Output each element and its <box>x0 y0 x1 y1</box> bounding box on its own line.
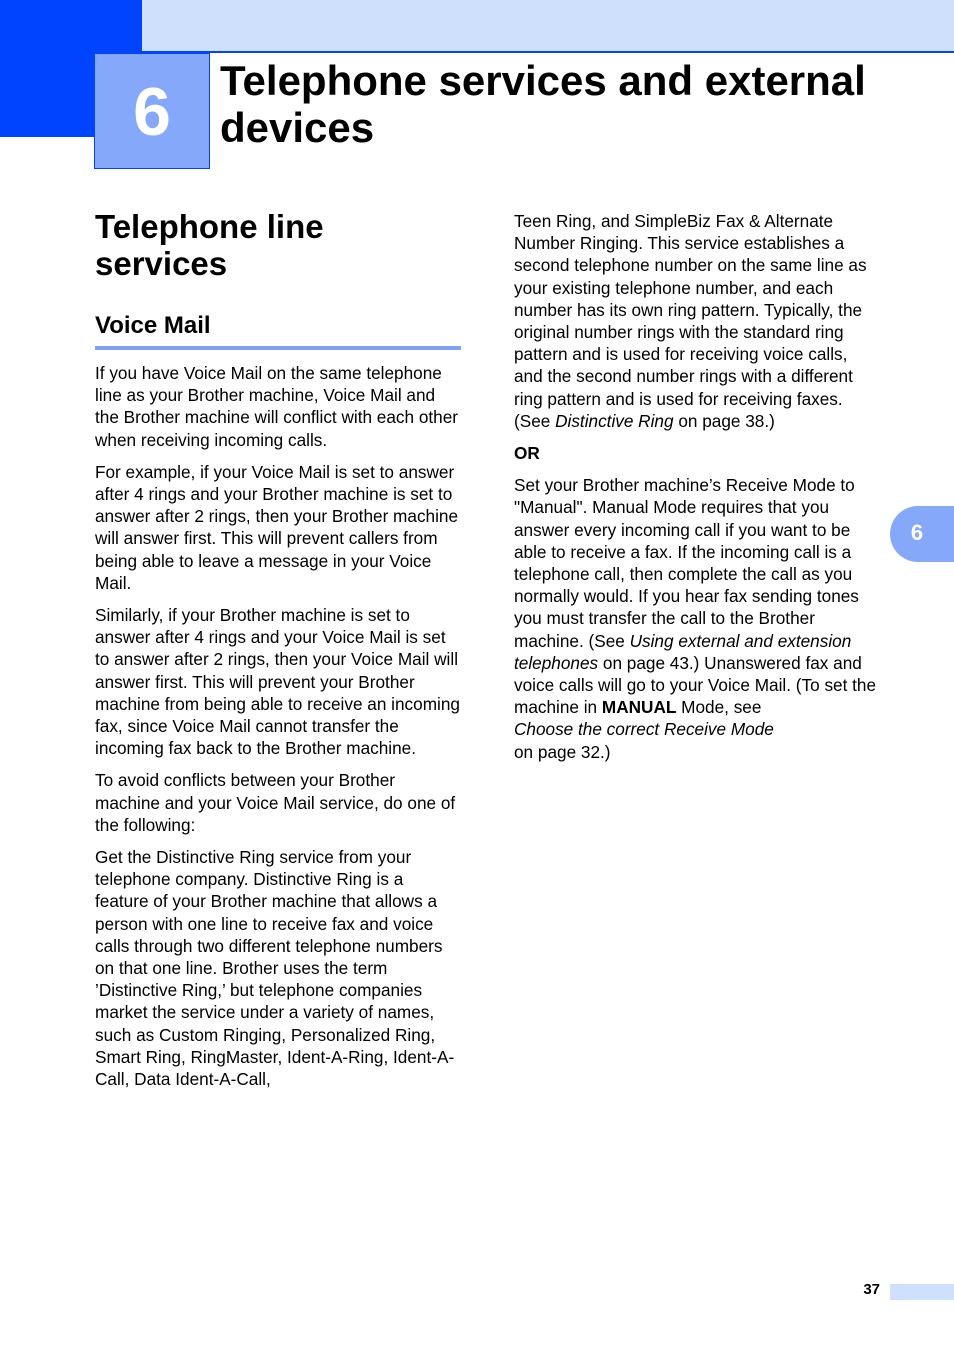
footer-bar <box>890 1284 954 1300</box>
section-title: Telephone line services <box>95 208 324 282</box>
side-tab-number: 6 <box>910 520 924 545</box>
or-label: OR <box>514 443 540 464</box>
paragraph-text: on page 38.) <box>673 410 775 431</box>
paragraph: Similarly, if your Brother machine is set to answer after 4 rings and your Voice Mail is set to answer after 2 rings, then your Voice Mail will answer first. This will prevent your Brother machine from being able to receive an incoming fax, since Voice Mail cannot transfer the incoming fax back to the Brother machine. <box>95 605 460 759</box>
subsection-underline <box>95 346 461 350</box>
paragraph: To avoid conflicts between your Brother machine and your Voice Mail service, do one of the following: <box>95 770 456 835</box>
paragraph <box>514 474 880 763</box>
paragraph-text: on page 43.) Unanswered fax and voice calls will go to your Voice Mail. (To set the machine in <box>514 652 877 718</box>
mode-keyword: MANUAL <box>601 697 677 718</box>
left-column <box>95 362 461 1100</box>
paragraph: If you have Voice Mail on the same telephone line as your Brother machine, Voice Mail and the Brother machine will conflict with each other when receiving incoming calls. <box>95 363 459 450</box>
chapter-number: 6 <box>133 74 171 150</box>
right-column <box>514 210 880 773</box>
cross-reference-external-telephones: Using external and extension telephones <box>514 630 852 673</box>
paragraph: For example, if your Voice Mail is set to answer after 4 rings and your Brother machine is set to answer after 2 rings, then your Brother machine will answer first. This will prevent callers from being able to leave a message in your Voice Mail. <box>95 461 459 593</box>
paragraph-text: Mode, see <box>676 697 762 718</box>
chapter-side-tab <box>890 506 954 562</box>
chapter-title: Telephone services and external devices <box>220 57 866 151</box>
chapter-number-box <box>94 53 210 169</box>
subsection-title: Voice Mail <box>95 312 211 339</box>
cross-reference-receive-mode: Choose the correct Receive Mode <box>514 719 774 740</box>
paragraph <box>514 210 880 432</box>
cross-reference-distinctive-ring: Distinctive Ring <box>555 410 674 431</box>
paragraph-text: Teen Ring, and SimpleBiz Fax & Alternate Number Ringing. This service establishes a second telephone number on the same line as your existing telephone number, and each number has its own ring pattern. Typically, the original number rings with the standard ring pattern and is used for receiving voice calls, and the second number rings with a different ring pattern and is used for receiving faxes. (See <box>514 211 867 431</box>
paragraph: Get the Distinctive Ring service from your telephone company. Distinctive Ring is a feature of your Brother machine that allows a person with one line to receive fax and voice calls through two different telephone numbers on that one line. Brother uses the term ’Distinctive Ring,’ but telephone companies market the service under a variety of names, such as Custom Ringing, Personalized Ring, Smart Ring, RingMaster, Ident-A-Ring, Ident-A-Call, Data Ident-A-Call, <box>95 847 455 1090</box>
page-number: 37 <box>863 1281 880 1298</box>
header-rule <box>142 51 954 53</box>
header-band <box>0 0 954 52</box>
paragraph-text: Set your Brother machine’s Receive Mode to "Manual". Manual Mode requires that you answer every incoming call if you want to be able to receive a fax. If the incoming call is a telephone call, then complete the call as you normally would. If you hear fax sending tones you must transfer the call to the Brother machine. (See <box>514 475 859 651</box>
paragraph-text: on page 32.) <box>514 741 611 762</box>
